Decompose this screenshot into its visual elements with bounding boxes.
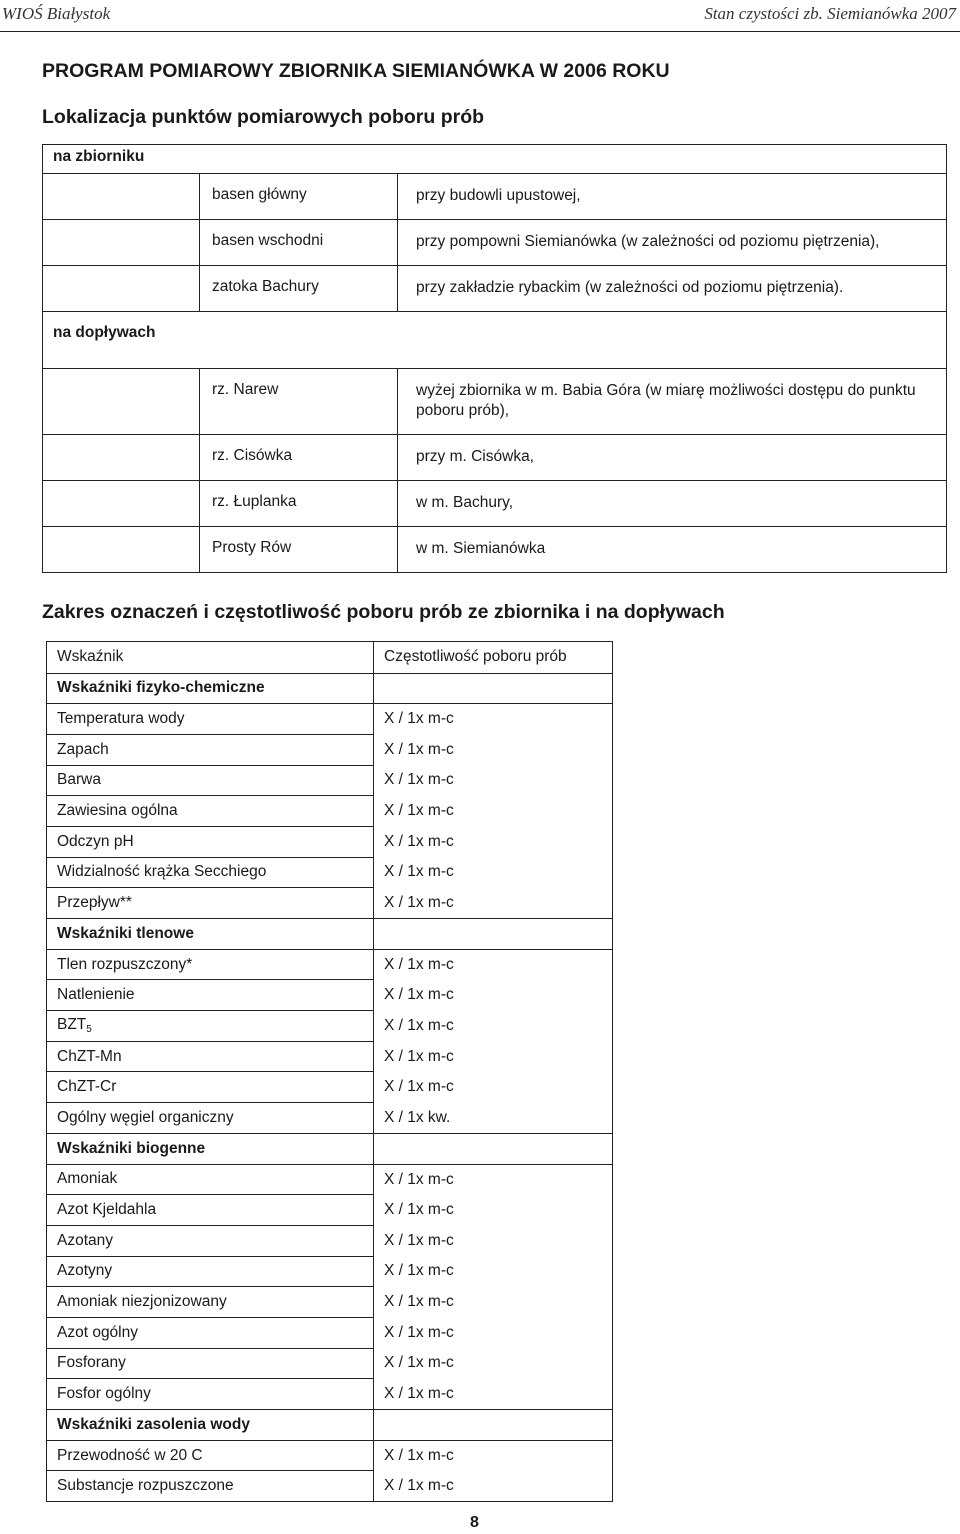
group-row xyxy=(47,673,613,704)
indicator-name: Substancje rozpuszczone xyxy=(57,1477,234,1495)
table-row xyxy=(47,734,613,765)
column-header-frequency: Częstotliwość poboru prób xyxy=(374,642,613,674)
indicator-name: Barwa xyxy=(57,771,101,789)
table-row xyxy=(47,1317,613,1348)
header-right: Stan czystości zb. Siemianówka 2007 xyxy=(704,4,956,23)
frequency-cell: X / 1x m-c xyxy=(374,857,613,888)
indicator-name: Azot ogólny xyxy=(57,1323,138,1341)
frequency-cell: X / 1x m-c xyxy=(374,1195,613,1226)
frequency-cell: X / 1x m-c xyxy=(374,1225,613,1256)
indicator-cell xyxy=(47,1440,374,1471)
table-row xyxy=(47,1287,613,1318)
table-row xyxy=(47,980,613,1011)
frequency-cell: X / 1x m-c xyxy=(374,1287,613,1318)
location-row xyxy=(43,369,947,435)
indicator-cell xyxy=(47,704,374,735)
table-row xyxy=(47,826,613,857)
indicator-name: Amoniak niezjonizowany xyxy=(57,1293,227,1311)
group-label: Wskaźniki biogenne xyxy=(47,1133,374,1164)
table-row xyxy=(47,1256,613,1287)
location-row xyxy=(43,266,947,312)
location-desc: wyżej zbiornika w m. Babia Góra (w miarę możliwości dostępu do punktu poboru prób), xyxy=(398,369,947,435)
reservoir-section-label: na zbiorniku xyxy=(43,145,947,174)
indicator-name: Fosforany xyxy=(57,1354,126,1372)
indicator-cell xyxy=(47,1225,374,1256)
table-row xyxy=(47,888,613,919)
indicator-name: BZT xyxy=(57,1016,87,1034)
indicator-cell xyxy=(47,734,374,765)
indicator-cell xyxy=(47,1011,374,1042)
table-row xyxy=(47,1164,613,1195)
table-row xyxy=(47,1011,613,1042)
indicator-cell xyxy=(47,980,374,1011)
group-row xyxy=(47,1410,613,1441)
frequency-cell: X / 1x m-c xyxy=(374,796,613,827)
table-row xyxy=(47,1379,613,1410)
indicator-name: Odczyn pH xyxy=(57,832,134,850)
frequency-cell: X / 1x kw. xyxy=(374,1103,613,1134)
frequency-cell: X / 1x m-c xyxy=(374,888,613,919)
header-left: WIOŚ Białystok xyxy=(2,4,111,23)
location-name: basen wschodni xyxy=(200,220,398,266)
location-name: zatoka Bachury xyxy=(200,266,398,312)
location-desc: przy budowli upustowej, xyxy=(398,174,947,220)
location-desc: przy zakładzie rybackim (w zależności od poziomu piętrzenia). xyxy=(398,266,947,312)
table-row xyxy=(47,1225,613,1256)
indicator-name: Widzialność krążka Secchiego xyxy=(57,863,267,881)
group-label: Wskaźniki zasolenia wody xyxy=(47,1410,374,1441)
indicator-cell xyxy=(47,857,374,888)
table-row xyxy=(47,1348,613,1379)
locations-table xyxy=(42,144,947,573)
frequency-cell: X / 1x m-c xyxy=(374,949,613,980)
location-row xyxy=(43,174,947,220)
indicator-cell xyxy=(47,826,374,857)
column-header-indicator: Wskaźnik xyxy=(47,642,374,674)
location-desc: przy pompowni Siemianówka (w zależności od poziomu piętrzenia), xyxy=(398,220,947,266)
indicator-cell xyxy=(47,765,374,796)
indicator-cell xyxy=(47,1164,374,1195)
indicator-cell xyxy=(47,1072,374,1103)
header-divider xyxy=(0,31,960,32)
frequency-cell: X / 1x m-c xyxy=(374,1011,613,1042)
location-name: basen główny xyxy=(200,174,398,220)
table-row xyxy=(47,857,613,888)
group-frequency-blank xyxy=(374,1410,613,1441)
table-row xyxy=(47,1471,613,1502)
location-row xyxy=(43,481,947,527)
page-title: PROGRAM POMIAROWY ZBIORNIKA SIEMIANÓWKA W 2006 ROKU xyxy=(42,60,670,82)
frequency-cell: X / 1x m-c xyxy=(374,1256,613,1287)
indicator-name: Przepływ** xyxy=(57,894,132,912)
group-row xyxy=(47,1133,613,1164)
indicator-cell xyxy=(47,1348,374,1379)
location-name: rz. Narew xyxy=(200,369,398,435)
location-row xyxy=(43,220,947,266)
indicator-cell xyxy=(47,1041,374,1072)
indicator-name: Natlenienie xyxy=(57,986,135,1004)
indicator-cell xyxy=(47,1471,374,1502)
indicator-name: Azot Kjeldahla xyxy=(57,1201,157,1219)
frequency-cell: X / 1x m-c xyxy=(374,1348,613,1379)
indicator-cell xyxy=(47,888,374,919)
location-desc: w m. Siemianówka xyxy=(398,527,947,573)
section-title-locations: Lokalizacja punktów pomiarowych poboru prób xyxy=(42,106,485,128)
frequency-cell: X / 1x m-c xyxy=(374,1317,613,1348)
table-row xyxy=(47,1103,613,1134)
parameters-table xyxy=(46,641,613,1502)
frequency-cell: X / 1x m-c xyxy=(374,734,613,765)
group-frequency-blank xyxy=(374,1133,613,1164)
table-row xyxy=(47,1195,613,1226)
indicator-cell xyxy=(47,1317,374,1348)
frequency-cell: X / 1x m-c xyxy=(374,1440,613,1471)
indicator-name: ChZT-Mn xyxy=(57,1047,122,1065)
table-row xyxy=(47,796,613,827)
indicator-name: Przewodność w 20 C xyxy=(57,1446,203,1464)
indicator-cell xyxy=(47,1195,374,1226)
indicator-cell xyxy=(47,1287,374,1318)
section-title-scope: Zakres oznaczeń i częstotliwość poboru prób ze zbiornika i na dopływach xyxy=(42,601,725,623)
table-row xyxy=(47,949,613,980)
frequency-cell: X / 1x m-c xyxy=(374,980,613,1011)
location-desc: w m. Bachury, xyxy=(398,481,947,527)
location-desc: przy m. Cisówka, xyxy=(398,435,947,481)
location-name: rz. Łuplanka xyxy=(200,481,398,527)
frequency-cell: X / 1x m-c xyxy=(374,704,613,735)
group-frequency-blank xyxy=(374,673,613,704)
table-row xyxy=(47,704,613,735)
frequency-cell: X / 1x m-c xyxy=(374,1471,613,1502)
table-row xyxy=(47,1440,613,1471)
indicator-cell xyxy=(47,949,374,980)
indicator-name: Amoniak xyxy=(57,1170,118,1188)
location-row xyxy=(43,435,947,481)
frequency-cell: X / 1x m-c xyxy=(374,826,613,857)
indicator-name: Zawiesina ogólna xyxy=(57,802,178,820)
frequency-cell: X / 1x m-c xyxy=(374,1379,613,1410)
indicator-name: Temperatura wody xyxy=(57,710,185,728)
page-number: 8 xyxy=(470,1514,479,1531)
indicator-name: Azotyny xyxy=(57,1262,113,1280)
tributaries-section-label: na dopływach xyxy=(43,312,947,369)
table-header-row xyxy=(47,642,613,674)
group-label: Wskaźniki tlenowe xyxy=(47,919,374,950)
frequency-cell: X / 1x m-c xyxy=(374,765,613,796)
indicator-name: Ogólny węgiel organiczny xyxy=(57,1108,234,1126)
parameters-table-body xyxy=(47,642,613,1502)
indicator-subscript: 5 xyxy=(86,1024,92,1036)
group-row xyxy=(47,919,613,950)
indicator-name: Azotany xyxy=(57,1231,114,1249)
indicator-cell xyxy=(47,1103,374,1134)
table-row xyxy=(47,1041,613,1072)
indicator-cell xyxy=(47,1256,374,1287)
indicator-name: Tlen rozpuszczony* xyxy=(57,955,193,973)
frequency-cell: X / 1x m-c xyxy=(374,1041,613,1072)
indicator-cell xyxy=(47,1379,374,1410)
indicator-name: Fosfor ogólny xyxy=(57,1385,151,1403)
frequency-cell: X / 1x m-c xyxy=(374,1164,613,1195)
location-name: Prosty Rów xyxy=(200,527,398,573)
indicator-name: ChZT-Cr xyxy=(57,1078,117,1096)
group-label: Wskaźniki fizyko-chemiczne xyxy=(47,673,374,704)
indicator-cell xyxy=(47,796,374,827)
location-name: rz. Cisówka xyxy=(200,435,398,481)
group-frequency-blank xyxy=(374,919,613,950)
indicator-name: Zapach xyxy=(57,740,109,758)
table-row xyxy=(47,765,613,796)
frequency-cell: X / 1x m-c xyxy=(374,1072,613,1103)
location-row xyxy=(43,527,947,573)
table-row xyxy=(47,1072,613,1103)
